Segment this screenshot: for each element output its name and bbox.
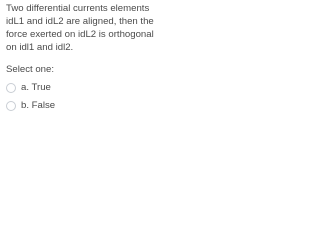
question-text xyxy=(6,2,196,54)
question-line-2: idL1 and idL2 are aligned, then the xyxy=(6,16,154,27)
option-b-false[interactable] xyxy=(6,97,200,115)
question-line-3: force exerted on idL2 is orthogonal xyxy=(6,29,154,40)
option-a-label: a. True xyxy=(21,82,51,93)
answer-options xyxy=(6,79,200,115)
radio-button-icon[interactable] xyxy=(6,101,16,111)
quiz-question-panel xyxy=(0,0,200,112)
select-one-label: Select one: xyxy=(6,64,55,75)
option-b-label: b. False xyxy=(21,100,56,111)
option-a-true[interactable] xyxy=(6,79,200,97)
radio-button-icon[interactable] xyxy=(6,83,16,93)
question-line-1: Two differential currents elements xyxy=(6,3,150,14)
question-line-4: on idl1 and idl2. xyxy=(6,42,74,53)
